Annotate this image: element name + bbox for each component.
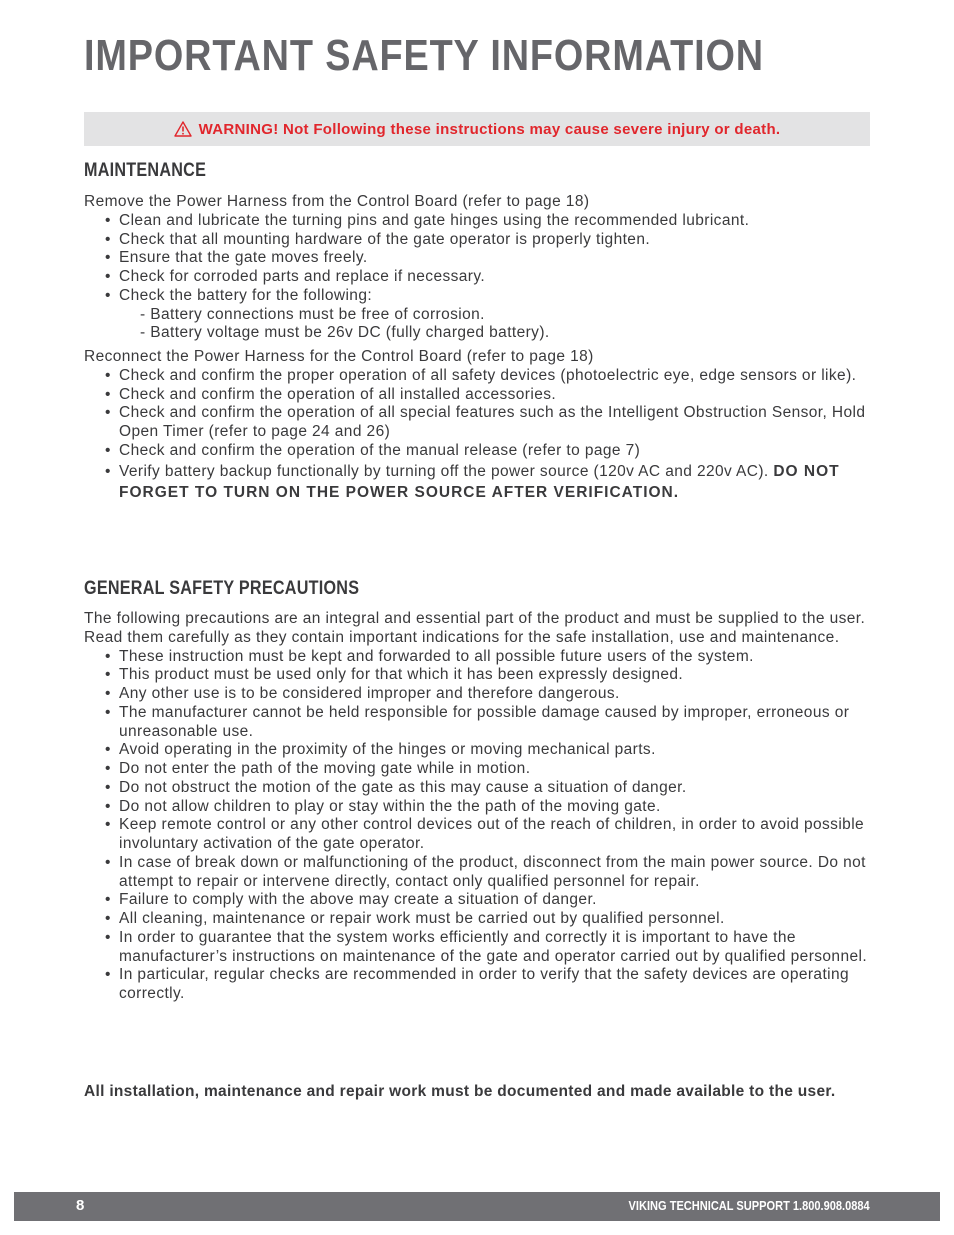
general-intro: The following precautions are an integral and essential part of the product and must be supplied to the user. Read them carefully as they contain important indications for the safe installation, use and maintenance. bbox=[84, 610, 866, 646]
maintenance-section bbox=[84, 193, 874, 503]
list-item: • Check and confirm the operation of the manual release (refer to page 7) bbox=[105, 441, 641, 459]
list-item: • All cleaning, maintenance or repair work must be carried out by qualified personnel. bbox=[105, 910, 725, 927]
battery-subitem: - Battery connections must be free of corrosion. bbox=[140, 305, 485, 323]
maintenance-list bbox=[84, 212, 874, 306]
warning-banner bbox=[84, 112, 870, 146]
list-item: • Check for corroded parts and replace if necessary. bbox=[105, 268, 486, 285]
support-contact: VIKING TECHNICAL SUPPORT 1.800.908.0884 bbox=[628, 1198, 870, 1213]
list-item: • Do not allow children to play or stay within the the path of the moving gate. bbox=[105, 797, 661, 815]
general-section bbox=[84, 610, 874, 1004]
verification-warning: DO NOT FORGET TO TURN ON THE POWER SOURCE AFTER VERIFICATION. bbox=[119, 462, 840, 501]
list-item: • In case of break down or malfunctioning of the product, disconnect from the main power source. Do not attempt to repair or intervene directly, contact only qualified personnel for repair. bbox=[105, 853, 866, 890]
maintenance-intro: Remove the Power Harness from the Control Board (refer to page 18) bbox=[84, 193, 590, 210]
page-title: IMPORTANT SAFETY INFORMATION bbox=[84, 31, 764, 80]
list-item: • Ensure that the gate moves freely. bbox=[105, 249, 368, 267]
general-list bbox=[84, 648, 874, 1004]
list-item: • Check and confirm the operation of all special features such as the Intelligent Obstruction Sensor, Hold Open Timer (refer to page 24 and 26) bbox=[105, 404, 866, 440]
list-item: • Keep remote control or any other control devices out of the reach of children, in order to avoid possible involuntary activation of the gate operator. bbox=[105, 816, 865, 852]
list-item: • The manufacturer cannot be held responsible for possible damage caused by improper, erroneous or unreasonable use. bbox=[105, 703, 850, 740]
list-item: • Verify battery backup functionally by turning off the power source (120v AC and 220v AC). DO NOT FORGET TO TURN ON THE POWER SOURCE AFTER VERIFICATION. bbox=[105, 462, 840, 501]
reconnect-text: Reconnect the Power Harness for the Control Board (refer to page 18) bbox=[84, 348, 594, 365]
list-item: • Avoid operating in the proximity of the hinges or moving mechanical parts. bbox=[105, 741, 656, 759]
list-item: • Do not enter the path of the moving gate while in motion. bbox=[105, 760, 531, 777]
list-item: • In order to guarantee that the system works efficiently and correctly it is important to have the manufacturer’s instructions on maintenance of the gate and operator carried out by qualified personnel. bbox=[105, 928, 868, 965]
list-item: • Failure to comply with the above may create a situation of danger. bbox=[105, 891, 597, 909]
warning-triangle-icon bbox=[174, 121, 192, 137]
list-item: • Check and confirm the proper operation of all safety devices (photoelectric eye, edge sensors or like). bbox=[105, 366, 857, 384]
list-item: • Check and confirm the operation of all installed accessories. bbox=[105, 385, 557, 403]
list-item: • Check the battery for the following: bbox=[105, 286, 373, 304]
list-item: • Any other use is to be considered improper and therefore dangerous. bbox=[105, 685, 620, 702]
list-item: • Check that all mounting hardware of the gate operator is properly tighten. bbox=[105, 230, 651, 248]
maintenance-heading: MAINTENANCE bbox=[84, 160, 207, 181]
closing-statement: All installation, maintenance and repair work must be documented and made available to the user. bbox=[84, 1083, 836, 1100]
list-item: • Do not obstruct the motion of the gate as this may cause a situation of danger. bbox=[105, 778, 687, 796]
battery-subitem: - Battery voltage must be 26v DC (fully charged battery). bbox=[140, 324, 550, 342]
page-number: 8 bbox=[76, 1197, 85, 1214]
general-precautions-heading: GENERAL SAFETY PRECAUTIONS bbox=[84, 578, 360, 599]
maintenance-list-2 bbox=[84, 367, 874, 503]
warning-text: WARNING! Not Following these instructions may cause severe injury or death. bbox=[198, 120, 781, 138]
list-item: • In particular, regular checks are recommended in order to verify that the safety devices are operating correctly. bbox=[105, 966, 850, 1002]
list-item: • Clean and lubricate the turning pins and gate hinges using the recommended lubricant. bbox=[105, 211, 750, 229]
list-item: • This product must be used only for that which it has been expressly designed. bbox=[105, 666, 684, 684]
list-item: • These instruction must be kept and forwarded to all possible future users of the system. bbox=[105, 647, 754, 665]
page-footer bbox=[14, 1192, 940, 1221]
